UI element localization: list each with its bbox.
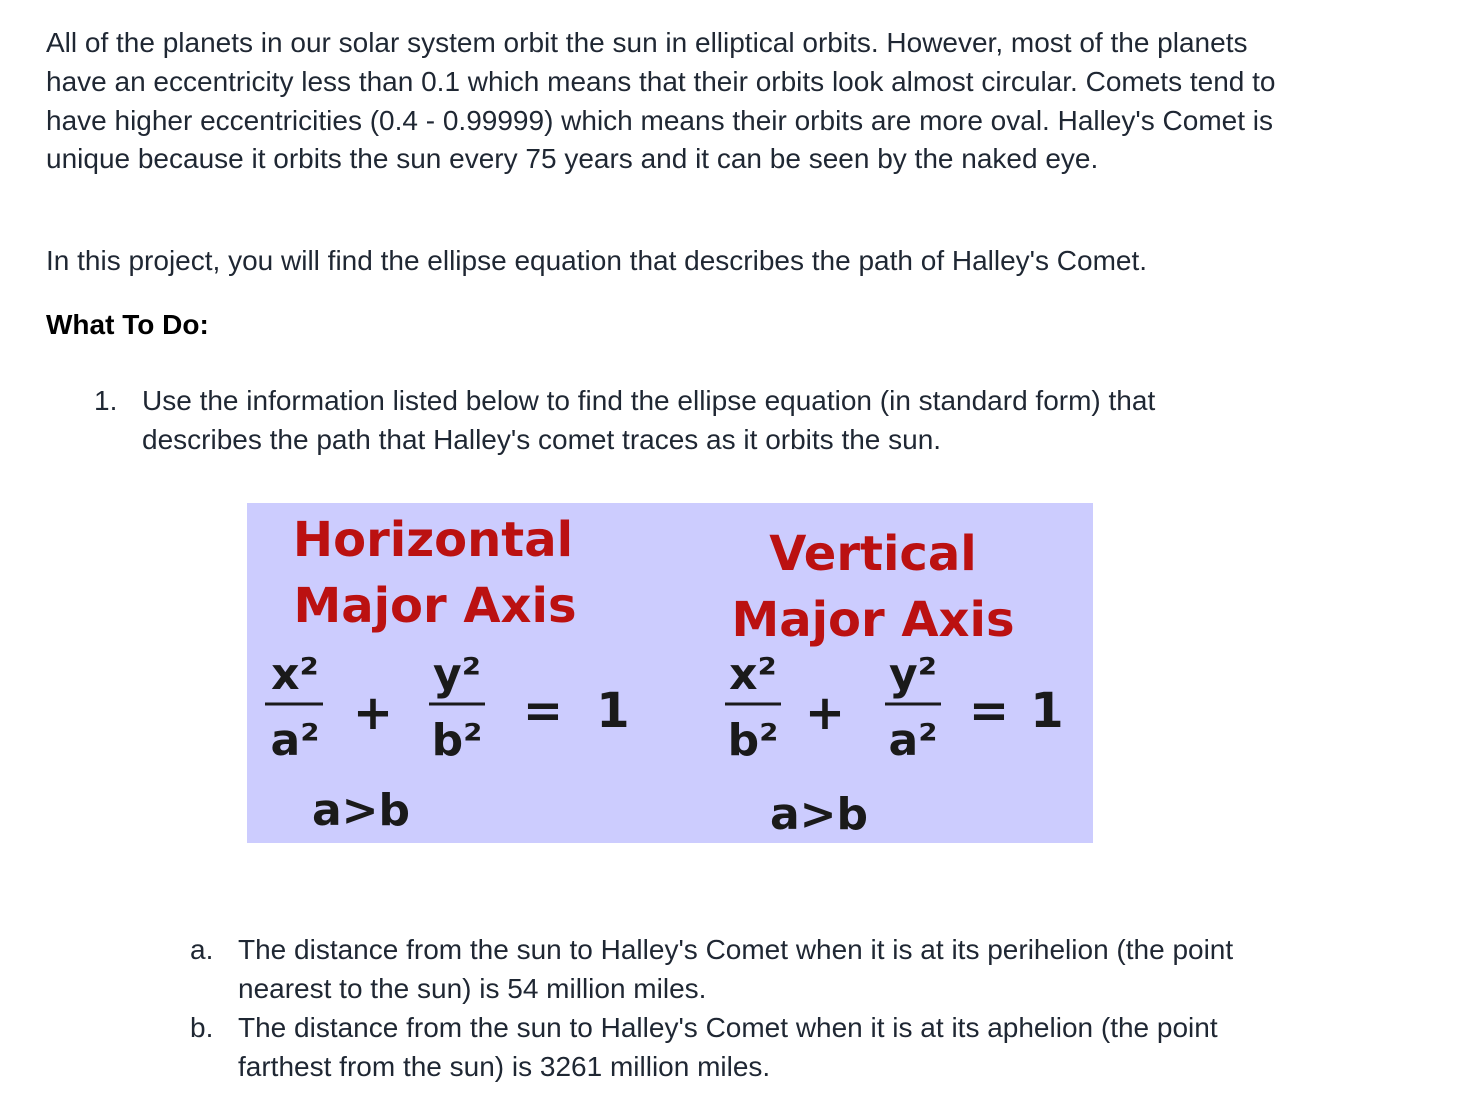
horizontal-numerator-x: x² — [271, 649, 319, 700]
vertical-denominator-b: b² — [727, 715, 779, 766]
vertical-numerator-x: x² — [729, 649, 777, 700]
horizontal-numerator-y: y² — [433, 649, 481, 700]
vertical-numerator-y: y² — [889, 649, 937, 700]
sub-item-b-marker: b. — [190, 1012, 214, 1043]
what-to-do-heading: What To Do: — [46, 309, 209, 340]
ellipse-equations-figure — [247, 503, 1093, 843]
vertical-equals: = — [968, 683, 1010, 739]
vertical-denominator-a: a² — [888, 715, 938, 766]
project-paragraph: In this project, you will find the ellipse equation that describes the path of Halley's Comet. — [46, 245, 1148, 276]
vertical-condition: a>b — [769, 789, 869, 840]
horizontal-denominator-a: a² — [270, 715, 320, 766]
sub-item-a-text: The distance from the sun to Halley's Comet when it is at its perihelion (the point nearest to the sun) is 54 million miles. — [238, 934, 1234, 1004]
vertical-rhs: 1 — [1030, 683, 1064, 739]
horizontal-equals: = — [522, 683, 564, 739]
vertical-title-line2: Major Axis — [731, 592, 1015, 648]
list-item-marker: 1. — [94, 385, 118, 416]
vertical-plus: + — [804, 685, 846, 741]
horizontal-title-line2: Major Axis — [293, 578, 577, 634]
horizontal-rhs: 1 — [596, 683, 630, 739]
ellipse-equations-svg — [247, 503, 1093, 843]
sub-item-a-marker: a. — [190, 934, 214, 965]
horizontal-condition: a>b — [311, 785, 411, 836]
horizontal-title-line1: Horizontal — [292, 512, 574, 568]
vertical-title-line1: Vertical — [769, 526, 977, 582]
sub-item-b-text: The distance from the sun to Halley's Comet when it is at its aphelion (the point farthest from the sun) is 3261 million miles. — [238, 1012, 1218, 1082]
step-1-text: Use the information listed below to find the ellipse equation (in standard form) that describes the path that Halley's comet traces as it orbits the sun. — [142, 385, 1156, 455]
horizontal-denominator-b: b² — [431, 715, 483, 766]
intro-paragraph: All of the planets in our solar system orbit the sun in elliptical orbits. However, most of the planets have an eccentricity less than 0.1 which means that their orbits look almost circular. Comets tend to have higher eccentricities (0.4 - 0.99999) which means their orbits are more oval. Halley's Comet is unique because it orbits the sun every 75 years and it can be seen by the naked eye. — [46, 27, 1276, 175]
horizontal-plus: + — [352, 685, 394, 741]
